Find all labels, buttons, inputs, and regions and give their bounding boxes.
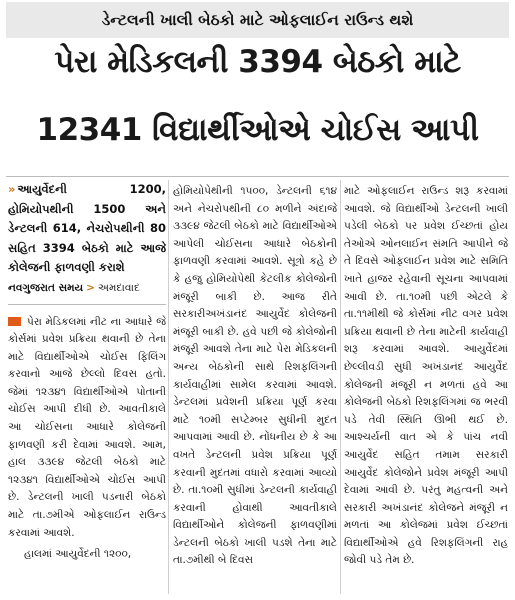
summary-text: આયુર્વેદની 1200, હોમિયોપથીની 1500 અને ડેન્ટલની 614, નેચરોપથીની 80 સહિત 3394 બેઠકો માટે આજે કોલેજની ફાળવણી કરાશે (8, 182, 166, 274)
article-column-2 (173, 183, 337, 570)
column-divider-2 (340, 180, 341, 594)
article-paragraph-1: પેરા મેડિકલમાં નીટ ના આધારે જે કોર્સમાં પ્રવેશ પ્રક્રિયા થવાની છે તેના માટે વિદ્યાર્થીઓએ ચોઈસ ફિલિંગ કરવાનો આજે છેલ્લો દિવસ હતો. જેમાં ૧૨૩૪૧ વિદ્યાર્થીઓએ પોતાની ચોઈસ આપી દીધી છે. આવતીકાલે આ ચોઈસના આધારે કોલેજની ફાળવણી કરી દેવામાં આવશે. આમ, હાલ ૩૩૯૪ જેટલી બેઠકો માટે ૧૨૩૪૧ વિદ્યાર્થીઓએ ચોઈસ આપી છે. ડેન્ટલની ખાલી પડનારી બેઠકો માટે તા.૭મીએ ઓફલાઈન રાઉન્ડ કરવામાં આવશે. (8, 315, 166, 539)
byline-divider (8, 304, 166, 305)
arrow-icon: » (8, 182, 16, 196)
headline-line-2: 12341 વિદ્યાર્થીઓએ ચોઈસ આપી (36, 112, 479, 148)
summary-deck (8, 180, 166, 278)
byline-place: અમદાવાદ (97, 281, 140, 294)
square-bullet-icon (8, 317, 21, 326)
column-divider-1 (168, 180, 169, 594)
byline-separator: > (86, 281, 95, 294)
headline-line-1: પેરા મેડિકલની 3394 બેઠકો માટે (54, 44, 461, 80)
article-column-1 (8, 180, 166, 564)
article-column-3-text: માટે ઓફલાઈન રાઉન્ડ શરૂ કરવામાં આવશે. જે વિદ્યાર્થીઓ ડેન્ટલની ખાલી પડેલી બેઠકો પર પ્રવેશ ઈચ્છતાં હોય તેઓએ ઓનલાઈન સંમતિ આપીને જે તે દિવસે ઓફલાઈન પ્રવેશ માટે સમિતિ ખાતે હાજર રહેવાની સૂચના આપવામાં આવી છે. તા.૧૦મી પછી એટલે કે તા.૧૧મીથી જે કોર્સમાં નીટ વગર પ્રવેશ પ્રક્રિયા થવાની છે તેના માટેની કાર્યવાહી શરૂ કરવામાં આવશે. આયુર્વેદમાં છેલ્લીવડી સુધી અખંડાનંદ આયુર્વેદ કોલેજની મંજૂરી ન મળતાં હવે આ કોલેજની બેઠકો રિશફલિંગમાં જ ભરવી પડે તેવી સ્થિતિ ઊભી થઈ છે. આશ્ચર્યની વાત એ કે પાંચ નવી આયુર્વેદ સહિત તમામ સરકારી આયુર્વેદ કોલેજોને પ્રવેશ મંજૂરી આપી દેવામાં આવી છે. પરંતુ મહત્વની અને સરકારી અખંડાનંદ કોલેજને મંજૂરી ન મળતાં આ કોલેજમાં પ્રવેશ ઈચ્છતાં વિદ્યાર્થીઓએ હવે રિશફલિંગની રાહ જોવી પડે તેમ છે. (344, 185, 508, 567)
kicker-headline: ડેન્ટલની ખાલી બેઠકો માટે ઓફલાઈન રાઉન્ડ થશે (101, 10, 414, 29)
article-column-2-text: હોમિયોપેથીની ૧૫૦૦, ડેન્ટલની ૬૧૪ અને નેચરોપથીની ૮૦ મળીને અંદાજે ૩૩૯૪ જેટલી બેઠકો માટે વિદ્યાર્થીઓએ આપેલી ચોઈસના આધારે બેઠકોની ફાળવણી કરવામાં આવશે. સૂત્રો કહે છે કે હજુ હોમિયોપેથી કેટલીક કોલેજોની મંજૂરી બાકી છે. આજ રીતે સરકારીઅખંડાનંદ આયુર્વેદ કોલેજની મંજૂરી બાકી છે. હવે પછી જે કોલેજોની મંજૂરી આવશે તેના માટે પેરા મેડિકલની અન્ય બેઠકોની સાથે રિશફલિંગની કાર્યવાહીમાં સામેલ કરવામાં આવશે. ડેન્ટલમાં પ્રવેશની પ્રક્રિયા પૂર્ણ કરવા માટે ૧૦મી સપ્ટેમ્બર સુધીની મુદત આપવામાં આવી છે. નોંધનીય છે કે આ વખતે ડેન્ટલની પ્રવેશ પ્રક્રિયા પૂર્ણ કરવાની મુદતમાં વધારો કરવામાં આવ્યો છે. તા.૧૦મી સુધીમાં ડેન્ટલની કાર્યવાહી કરવાની હોવાથી આવતીકાલે વિદ્યાર્થીઓને કોલેજની ફાળવણીમાં ડેન્ટલની બેઠકો ખાલી પડશે તેના માટે તા.૭મીથી બે દિવસ (173, 185, 337, 567)
kicker-bar (6, 2, 509, 38)
byline-paper: નવગુજરાત સમય (8, 281, 84, 294)
byline (8, 280, 166, 296)
article-paragraph-2: હાલમાં આયુર્વેદની ૧૨૦૦, (24, 548, 132, 561)
headline-rule (6, 176, 509, 177)
article-column-3 (344, 183, 508, 570)
